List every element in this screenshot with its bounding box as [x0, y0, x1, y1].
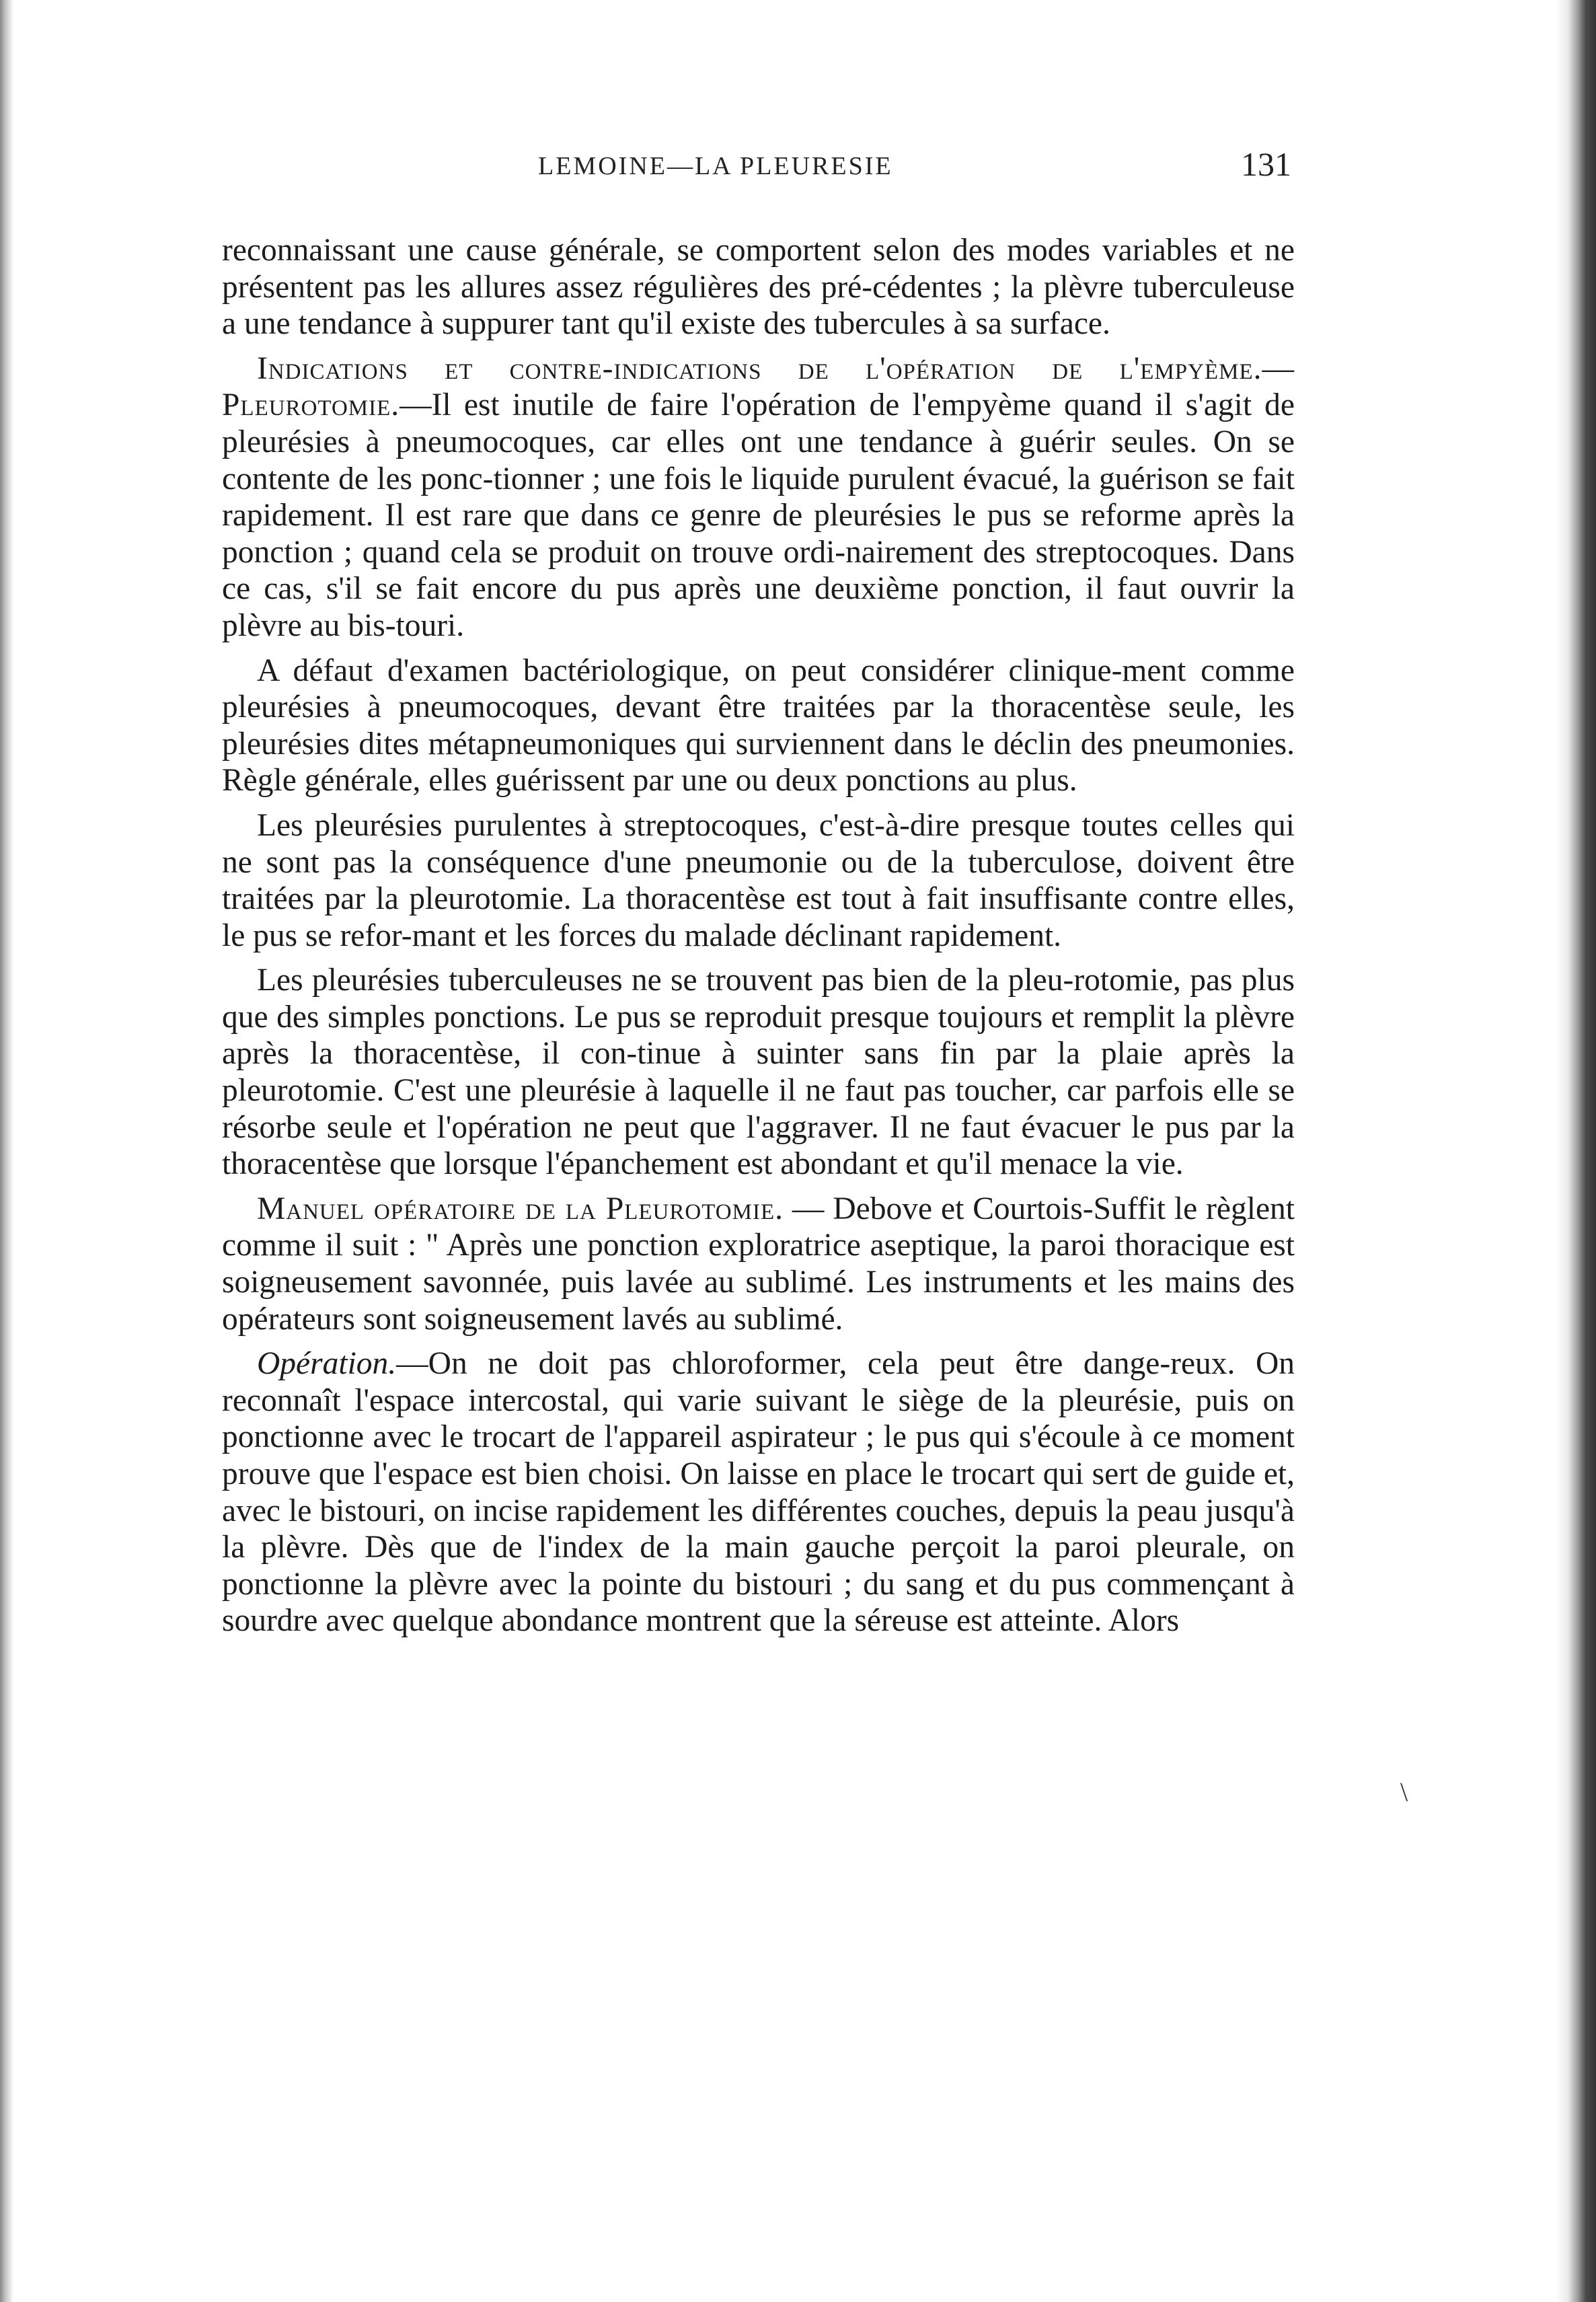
- paragraph-bacteriological: A défaut d'examen bactériologique, on peut considérer clinique-ment comme pleurésies à pneumocoques, devant être traitées par la thoracentèse seule, les pleurésies dites métapneumoniques qui surviennent dans le déclin des pneumonies. Règle générale, elles guérissent par une ou deux ponctions au plus.: [222, 653, 1295, 799]
- section-heading-operation: Opération.: [257, 1346, 397, 1382]
- section-heading-manuel: Manuel opératoire de la Pleurotomie.: [257, 1191, 784, 1226]
- paragraph-streptococci: Les pleurésies purulentes à streptocoques, c'est-à-dire presque toutes celles qui ne sont pas la conséquence d'une pneumonie ou de la tuberculose, doivent être traitées par la pleurotomie. La thoracentèse est tout à fait insuffisante contre elles, le pus se refor-mant et les forces du malade déclinant rapidement.: [222, 807, 1295, 953]
- running-head: LEMOINE—LA PLEURESIE: [538, 152, 893, 180]
- paragraph-indications: [222, 350, 1295, 644]
- page-header: [222, 145, 1291, 192]
- page-left-edge: [0, 0, 13, 2302]
- body-text: [222, 232, 1295, 1639]
- section-heading-indications: Indications et contre-indications de l'opération de l'empyème.—Pleurotomie.: [222, 350, 1295, 423]
- paragraph-1: reconnaissant une cause générale, se comportent selon des modes variables et ne présentent pas les allures assez régulières des pré-cédentes ; la plèvre tuberculeuse a une tendance à suppurer tant qu'il existe des tubercules à sa surface.: [222, 233, 1295, 342]
- paragraph-tuberculous: Les pleurésies tuberculeuses ne se trouvent pas bien de la pleu-rotomie, pas plus que des simples ponctions. Le pus se reproduit presque toujours et remplit la plèvre après la thoracentèse, il con-tinue à suinter sans fin par la plaie après la pleurotomie. C'est une pleurésie à laquelle il ne faut pas toucher, car parfois elle se résorbe seule et l'opération ne peut que l'aggraver. Il ne faut évacuer le pus par la thoracentèse que lorsque l'épanchement est abondant et qu'il menace la vie.: [222, 963, 1295, 1182]
- stray-scan-mark: \: [1400, 1777, 1408, 1807]
- paragraph-operation-body: —On ne doit pas chloroformer, cela peut être dange-reux. On reconnaît l'espace intercostal, qui varie suivant le siège de la pleurésie, puis on ponctionne avec le trocart de l'appareil aspirateur ; le pus qui s'écoule à ce moment prouve que l'espace est bien choisi. On laisse en place le trocart qui sert de guide et, avec le bistouri, on incise rapidement les différentes couches, depuis la peau jusqu'à la plèvre. Dès que de l'index de la main gauche perçoit la paroi pleurale, on ponctionne la plèvre avec la pointe du bistouri ; du sang et du pus commençant à sourdre avec quelque abondance montrent que la séreuse est atteinte. Alors: [222, 1346, 1295, 1639]
- paragraph-operation: [222, 1345, 1295, 1639]
- paragraph-manuel: [222, 1191, 1295, 1337]
- page-number: 131: [1241, 145, 1291, 183]
- paragraph-manuel-body: — Debove et Courtois-Suffit le règlent comme il suit : " Après une ponction exploratrice aseptique, la paroi thoracique est soigneusement savonnée, puis lavée au sublimé. Les instruments et les mains des opérateurs sont soigneusement lavés au sublimé.: [222, 1191, 1295, 1337]
- paragraph-indications-body: —Il est inutile de faire l'opération de l'empyème quand il s'agit de pleurésies à pneumocoques, car elles ont une tendance à guérir seules. On se contente de les ponc-tionner ; une fois le liquide purulent évacué, la guérison se fait rapidement. Il est rare que dans ce genre de pleurésies le pus se reforme après la ponction ; quand cela se produit on trouve ordi-nairement des streptocoques. Dans ce cas, s'il se fait encore du pus après une deuxième ponction, il faut ouvrir la plèvre au bis-touri.: [222, 387, 1295, 643]
- page-binding-edge: [1556, 0, 1596, 2302]
